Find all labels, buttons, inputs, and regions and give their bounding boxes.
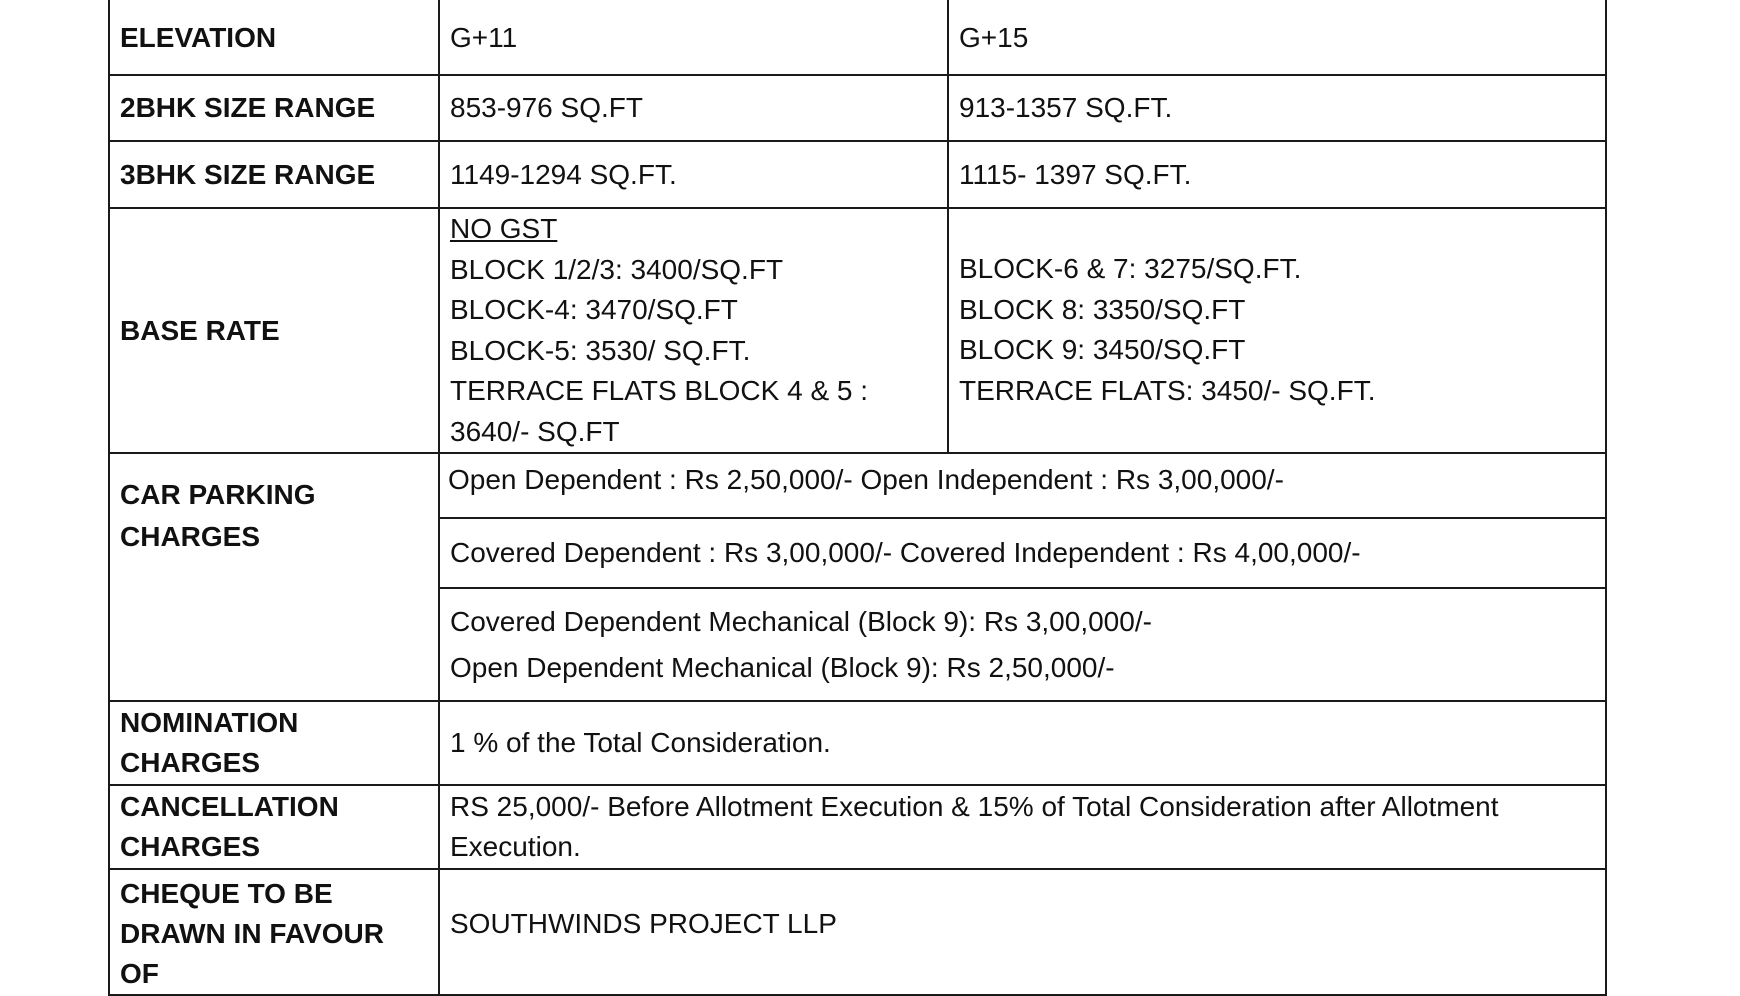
table-row-2bhk	[109, 75, 1606, 141]
mechanical-covered-line: Covered Dependent Mechanical (Block 9): Rs 3,00,000/-	[450, 605, 1152, 637]
mechanical-open-line: Open Dependent Mechanical (Block 9): Rs 2,50,000/-	[450, 651, 1115, 683]
base-rate-line: BLOCK 8: 3350/SQ.FT	[959, 293, 1246, 325]
cancellation-label-line: CHARGES	[120, 831, 261, 862]
bhk2-label: 2BHK SIZE RANGE	[109, 75, 439, 141]
cheque-label-line: CHEQUE TO BE	[120, 878, 333, 909]
base-rate-label: BASE RATE	[109, 208, 439, 453]
base-rate-line: BLOCK-6 & 7: 3275/SQ.FT.	[959, 253, 1302, 284]
nomination-label-line: NOMINATION	[120, 707, 299, 738]
table-row-elevation	[109, 0, 1606, 75]
table-row-car-parking-open	[109, 453, 1606, 518]
base-rate-phase2	[948, 208, 1606, 453]
base-rate-line: BLOCK 9: 3450/SQ.FT	[959, 334, 1246, 365]
base-rate-phase1	[439, 208, 948, 453]
bhk2-value-phase1: 853-976 SQ.FT	[439, 75, 948, 141]
nomination-value: 1 % of the Total Consideration.	[439, 701, 1606, 785]
elevation-label: ELEVATION	[109, 0, 439, 75]
cancellation-value	[439, 785, 1606, 869]
base-rate-line: TERRACE FLATS BLOCK 4 & 5 :	[450, 375, 869, 406]
table-row-3bhk	[109, 141, 1606, 208]
table-row-nomination	[109, 701, 1606, 785]
cheque-label	[109, 869, 439, 995]
bhk2-value-phase2: 913-1357 SQ.FT.	[948, 75, 1606, 141]
no-gst-heading: NO GST	[450, 213, 558, 244]
nomination-label	[109, 701, 439, 785]
cancellation-label-line: CANCELLATION	[120, 791, 339, 822]
base-rate-line: BLOCK-4: 3470/SQ.FT	[450, 294, 738, 325]
cheque-label-line: OF	[120, 958, 159, 989]
car-parking-covered: Covered Dependent : Rs 3,00,000/- Covered Independent : Rs 4,00,000/-	[439, 518, 1606, 588]
base-rate-line: 3640/- SQ.FT	[450, 415, 620, 447]
table-row-cheque	[109, 869, 1606, 995]
cheque-value: SOUTHWINDS PROJECT LLP	[439, 869, 1606, 995]
elevation-value-phase1: G+11	[439, 0, 948, 75]
car-parking-label	[109, 453, 439, 701]
table-row-cancellation	[109, 785, 1606, 869]
car-parking-mechanical	[439, 588, 1606, 701]
nomination-label-line: CHARGES	[120, 747, 261, 778]
car-parking-open: Open Dependent : Rs 2,50,000/- Open Independent : Rs 3,00,000/-	[439, 453, 1606, 518]
base-rate-line: BLOCK 1/2/3: 3400/SQ.FT	[450, 253, 784, 285]
base-rate-line: TERRACE FLATS: 3450/- SQ.FT.	[959, 374, 1376, 406]
cancellation-label	[109, 785, 439, 869]
car-parking-label-line: CHARGES	[120, 521, 261, 552]
base-rate-line: BLOCK-5: 3530/ SQ.FT.	[450, 334, 751, 366]
bhk3-value-phase1: 1149-1294 SQ.FT.	[439, 141, 948, 208]
elevation-value-phase2: G+15	[948, 0, 1606, 75]
table-row-base-rate	[109, 208, 1606, 453]
cheque-label-line: DRAWN IN FAVOUR	[120, 918, 384, 949]
bhk3-value-phase2: 1115- 1397 SQ.FT.	[948, 141, 1606, 208]
bhk3-label: 3BHK SIZE RANGE	[109, 141, 439, 208]
cancellation-value-line: RS 25,000/- Before Allotment Execution & 15% of Total Consideration after Allotment	[450, 791, 1499, 822]
pricing-table	[108, 0, 1607, 996]
car-parking-label-line: CAR PARKING	[120, 479, 316, 510]
cancellation-value-line: Execution.	[450, 831, 581, 862]
